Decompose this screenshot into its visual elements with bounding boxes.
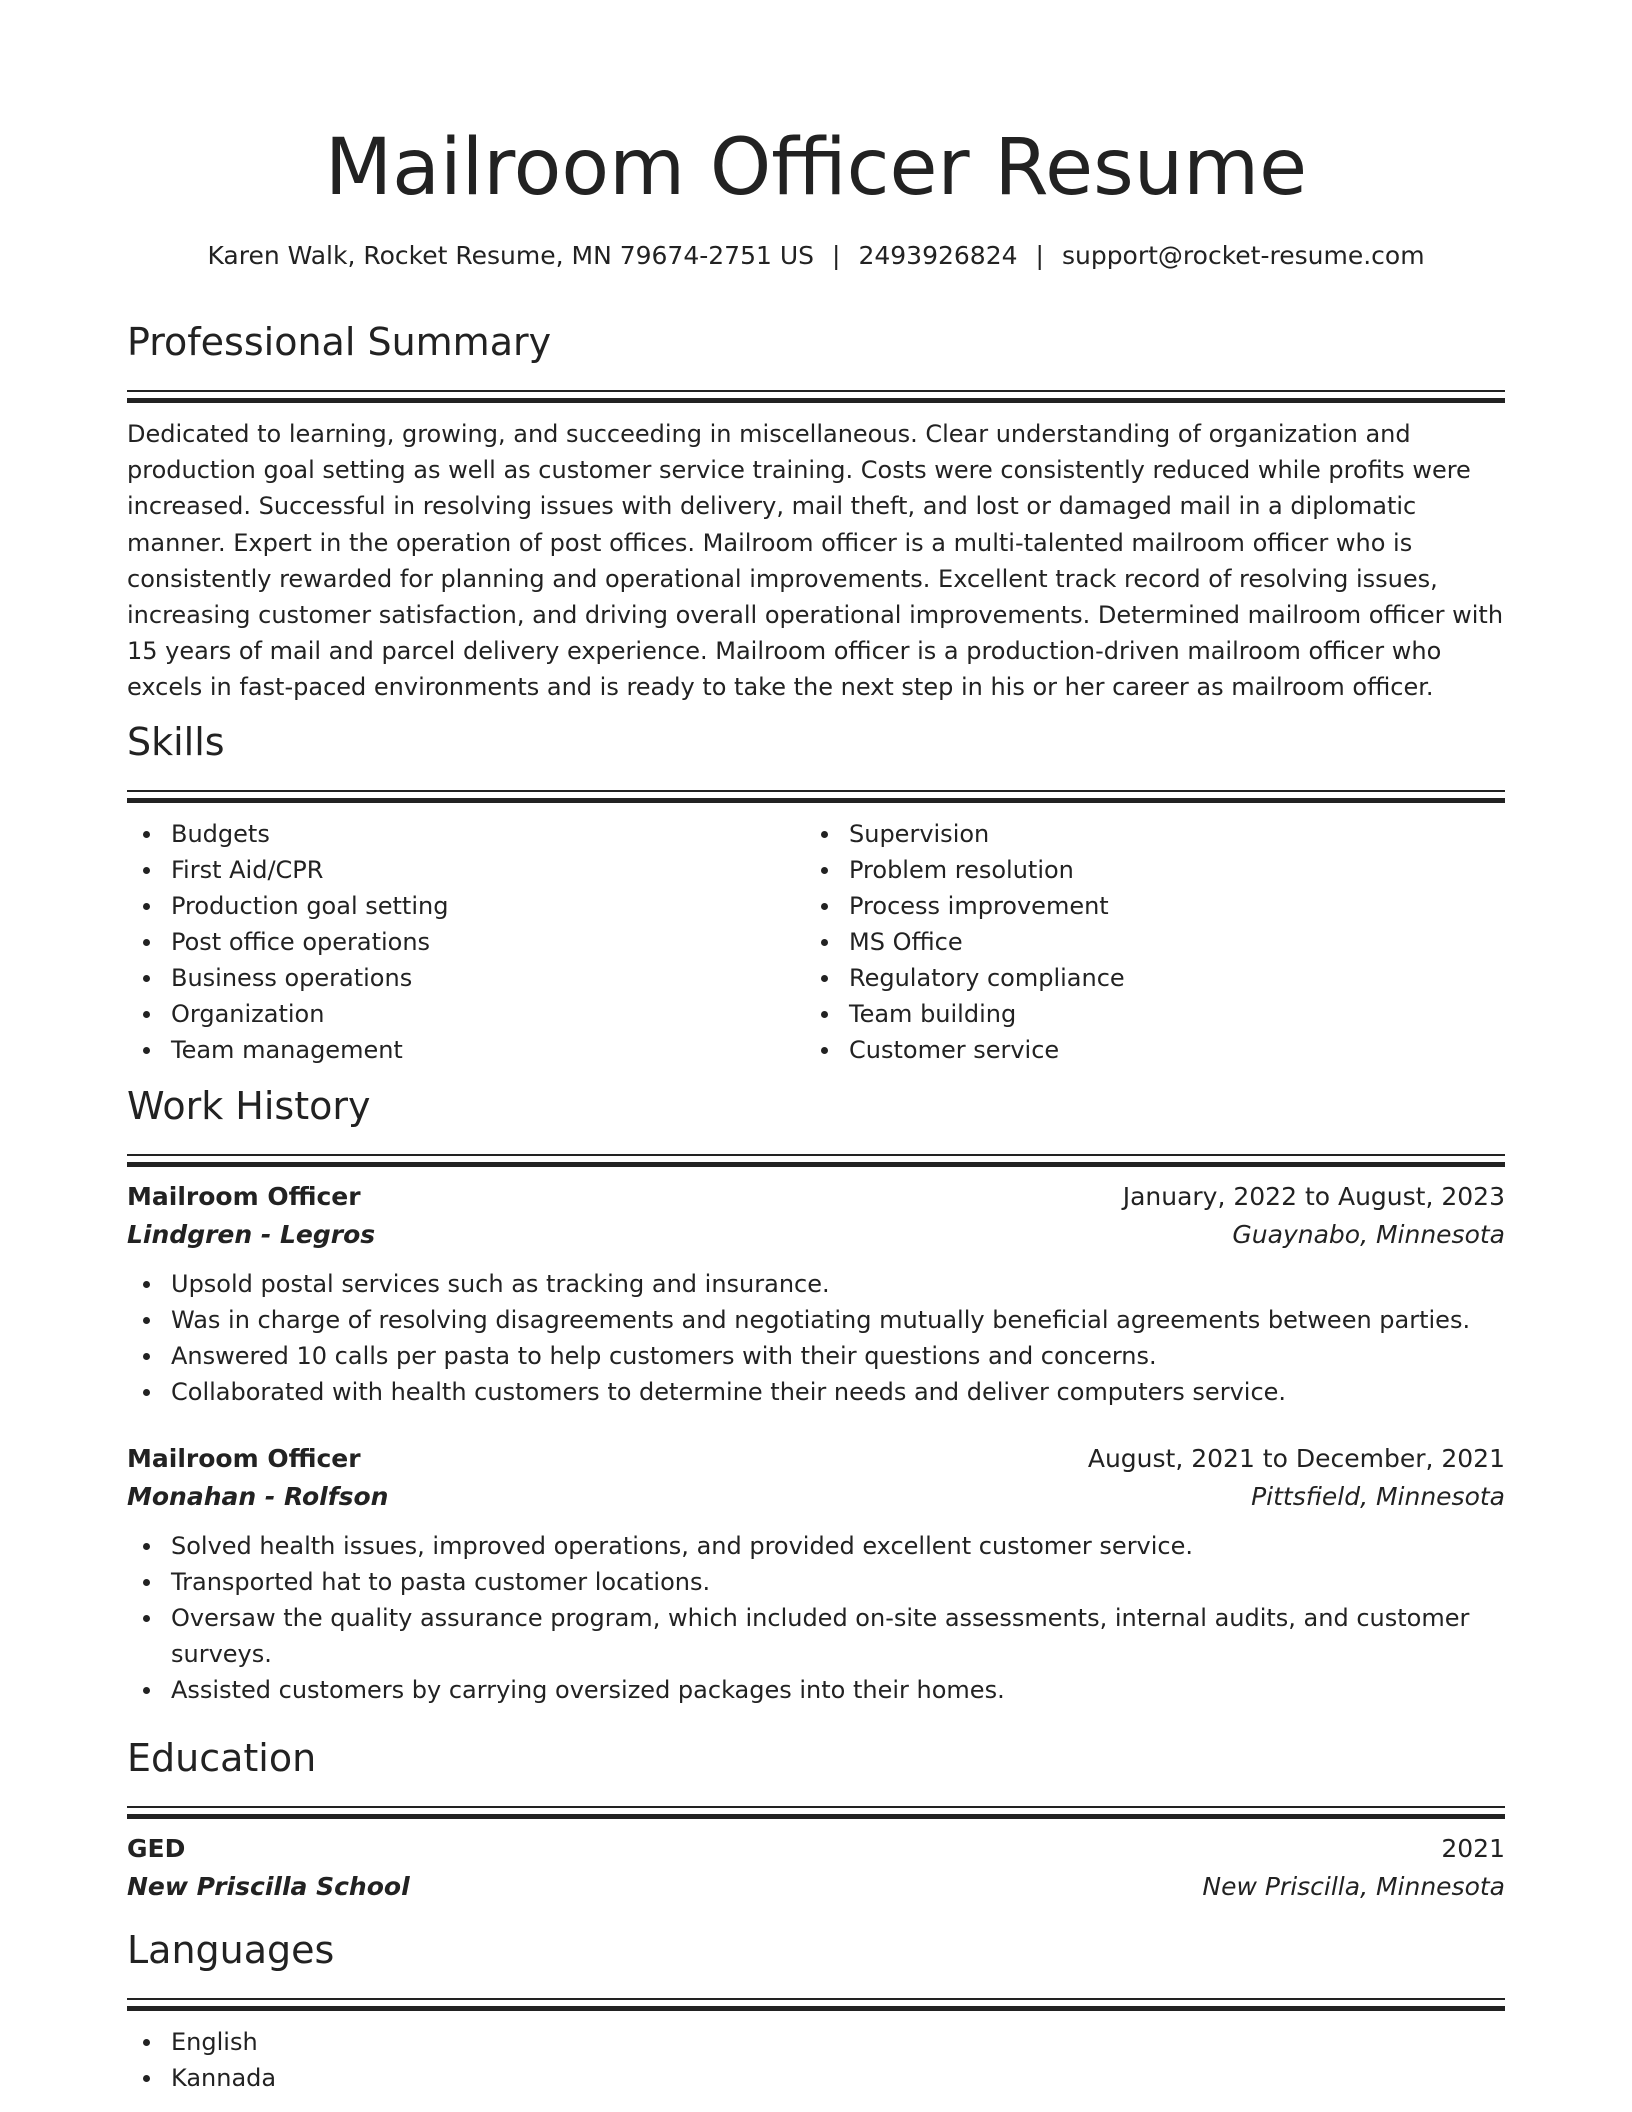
job-company-row — [127, 1216, 1505, 1254]
job-header-row — [127, 1440, 1505, 1478]
education-heading: Education — [127, 1736, 317, 1780]
section-divider — [127, 390, 1505, 402]
job-dates: August, 2021 to December, 2021 — [1087, 1444, 1505, 1473]
job-location: Guaynabo, Minnesota — [1232, 1220, 1505, 1249]
contact-separator: | — [1035, 241, 1044, 270]
education-header-row — [127, 1830, 1505, 1868]
skill-item: Process improvement — [805, 888, 1483, 924]
section-divider — [127, 1154, 1505, 1166]
skill-item: Team management — [127, 1032, 805, 1068]
contact-phone: 2493926824 — [858, 241, 1018, 270]
job-bullet: Collaborated with health customers to determine their needs and deliver computers service. — [127, 1374, 1505, 1410]
job-bullet: Was in charge of resolving disagreements and negotiating mutually beneficial agreements between parties. — [127, 1302, 1505, 1338]
summary-heading: Professional Summary — [127, 320, 552, 364]
skill-item: MS Office — [805, 924, 1483, 960]
job-bullet: Assisted customers by carrying oversized packages into their homes. — [127, 1672, 1505, 1708]
skill-item: Production goal setting — [127, 888, 805, 924]
job-title: Mailroom Officer — [127, 1444, 361, 1473]
resume-title: Mailroom Officer Resume — [324, 123, 1308, 213]
work-history-section — [127, 1082, 1505, 1708]
languages-section — [127, 1926, 1505, 2096]
education-section — [127, 1734, 1505, 1906]
skills-column-right — [805, 816, 1483, 1068]
skills-column-left — [127, 816, 805, 1068]
skills-grid — [127, 816, 1505, 1068]
skill-item: Post office operations — [127, 924, 805, 960]
job-dates: January, 2022 to August, 2023 — [1122, 1182, 1505, 1211]
contact-address: Karen Walk, Rocket Resume, MN 79674-2751 US — [207, 241, 815, 270]
contact-separator: | — [832, 241, 841, 270]
section-divider — [127, 790, 1505, 802]
job-company-row — [127, 1478, 1505, 1516]
education-degree: GED — [127, 1834, 186, 1863]
language-item: Kannada — [127, 2060, 1505, 2096]
skill-item: Problem resolution — [805, 852, 1483, 888]
job-bullet: Solved health issues, improved operations, and provided excellent customer service. — [127, 1528, 1505, 1564]
skill-item: Regulatory compliance — [805, 960, 1483, 996]
summary-section — [127, 318, 1505, 706]
education-year: 2021 — [1441, 1834, 1505, 1863]
skill-item: Team building — [805, 996, 1483, 1032]
job-bullet: Transported hat to pasta customer locations. — [127, 1564, 1505, 1600]
languages-heading: Languages — [127, 1928, 335, 1972]
skill-item: Supervision — [805, 816, 1483, 852]
job-location: Pittsfield, Minnesota — [1251, 1482, 1505, 1511]
skill-item: Business operations — [127, 960, 805, 996]
education-entry — [127, 1830, 1505, 1906]
work-history-heading: Work History — [127, 1084, 371, 1128]
skill-item: Customer service — [805, 1032, 1483, 1068]
job-entry — [127, 1178, 1505, 1410]
skills-heading: Skills — [127, 720, 225, 764]
summary-text: Dedicated to learning, growing, and succeeding in miscellaneous. Clear understanding of organization and production goal setting as well as customer service training. Costs were consistently reduced while profits were increased. Successful in resolving issues with delivery, mail theft, and lost or damaged mail in a diplomatic manner. Expert in the operation of post offices. Mailroom officer is a multi-talented mailroom officer who is consistently rewarded for planning and operational improvements. Excellent track record of resolving issues, increasing customer satisfaction, and driving overall operational improvements. Determined mailroom officer with 15 years of mail and parcel delivery experience. Mailroom officer is a production-driven mailroom officer who excels in fast-paced environments and is ready to take the next step in his or her career as mailroom officer. — [127, 420, 1504, 702]
contact-line — [127, 238, 1505, 274]
job-bullets — [127, 1266, 1505, 1410]
education-school-row — [127, 1868, 1505, 1906]
section-divider — [127, 1998, 1505, 2010]
education-location: New Priscilla, Minnesota — [1202, 1872, 1505, 1901]
skills-section — [127, 718, 1505, 1068]
skill-item: First Aid/CPR — [127, 852, 805, 888]
job-company: Monahan - Rolfson — [127, 1482, 389, 1511]
skill-item: Organization — [127, 996, 805, 1032]
job-header-row — [127, 1178, 1505, 1216]
job-bullet: Oversaw the quality assurance program, which included on-site assessments, internal audits, and customer surveys. — [127, 1600, 1505, 1672]
languages-list — [127, 2024, 1505, 2096]
contact-email: support@rocket-resume.com — [1061, 241, 1425, 270]
language-item: English — [127, 2024, 1505, 2060]
job-entry — [127, 1440, 1505, 1708]
job-company: Lindgren - Legros — [127, 1220, 376, 1249]
job-bullet: Upsold postal services such as tracking and insurance. — [127, 1266, 1505, 1302]
section-divider — [127, 1806, 1505, 1818]
job-title: Mailroom Officer — [127, 1182, 361, 1211]
job-bullet: Answered 10 calls per pasta to help customers with their questions and concerns. — [127, 1338, 1505, 1374]
education-school: New Priscilla School — [127, 1872, 410, 1901]
skill-item: Budgets — [127, 816, 805, 852]
job-bullets — [127, 1528, 1505, 1708]
